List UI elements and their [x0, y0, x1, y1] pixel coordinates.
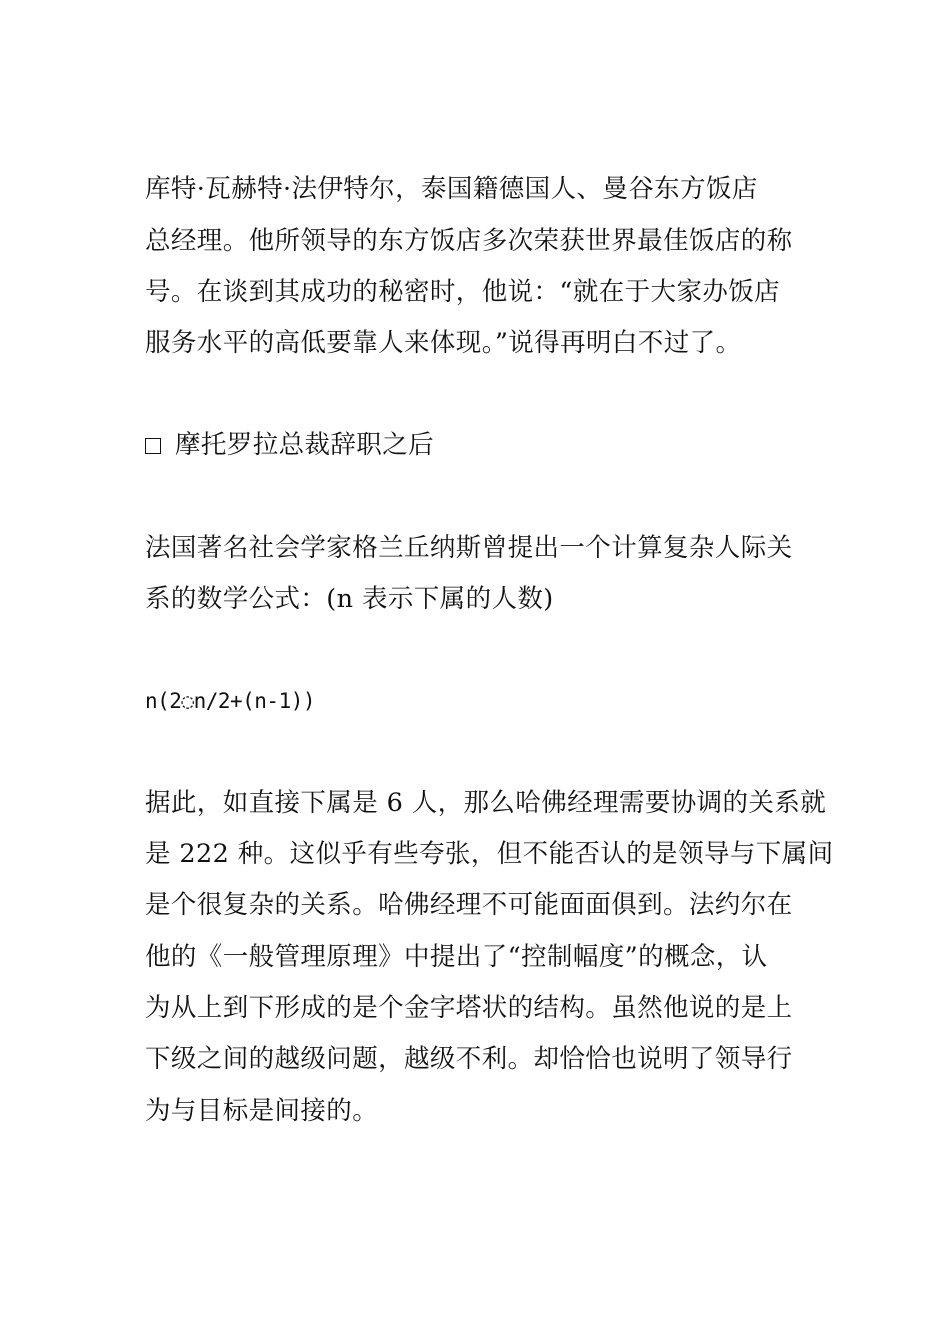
- paragraph-line: 是个很复杂的关系。哈佛经理不可能面面俱到。法约尔在: [145, 890, 793, 920]
- paragraph-line: 系的数学公式：(n 表示下属的人数): [145, 584, 554, 614]
- paragraph-line: 库特·瓦赫特·法伊特尔，泰国籍德国人、曼谷东方饭店: [145, 174, 758, 204]
- paragraph-line: 法国著名社会学家格兰丘纳斯曾提出一个计算复杂人际关: [145, 533, 793, 563]
- paragraph-line: 为与目标是间接的。: [145, 1096, 379, 1126]
- math-formula: n(2◌n/2+(n-1)): [145, 689, 316, 713]
- paragraph-line: 总经理。他所领导的东方饭店多次荣获世界最佳饭店的称: [145, 226, 793, 256]
- paragraph-line: 据此，如直接下属是 6 人，那么哈佛经理需要协调的关系就: [145, 788, 827, 818]
- paragraph-line: 是 222 种。这似乎有些夸张，但不能否认的是领导与下属间: [145, 839, 834, 869]
- paragraph-line: 下级之间的越级问题，越级不利。却恰恰也说明了领导行: [145, 1044, 793, 1074]
- paragraph-line: 他的《一般管理原理》中提出了“控制幅度”的概念，认: [145, 942, 768, 972]
- paragraph-line: 号。在谈到其成功的秘密时，他说：“就在于大家办饭店: [145, 277, 781, 307]
- section-heading-text: 摩托罗拉总裁辞职之后: [175, 430, 435, 460]
- section-heading: [145, 428, 815, 462]
- paragraph-line: 服务水平的高低要靠人来体现。”说得再明白不过了。: [145, 328, 742, 358]
- paragraph-line: 为从上到下形成的是个金字塔状的结构。虽然他说的是上: [145, 993, 793, 1023]
- checkbox-bullet-icon: [145, 438, 161, 454]
